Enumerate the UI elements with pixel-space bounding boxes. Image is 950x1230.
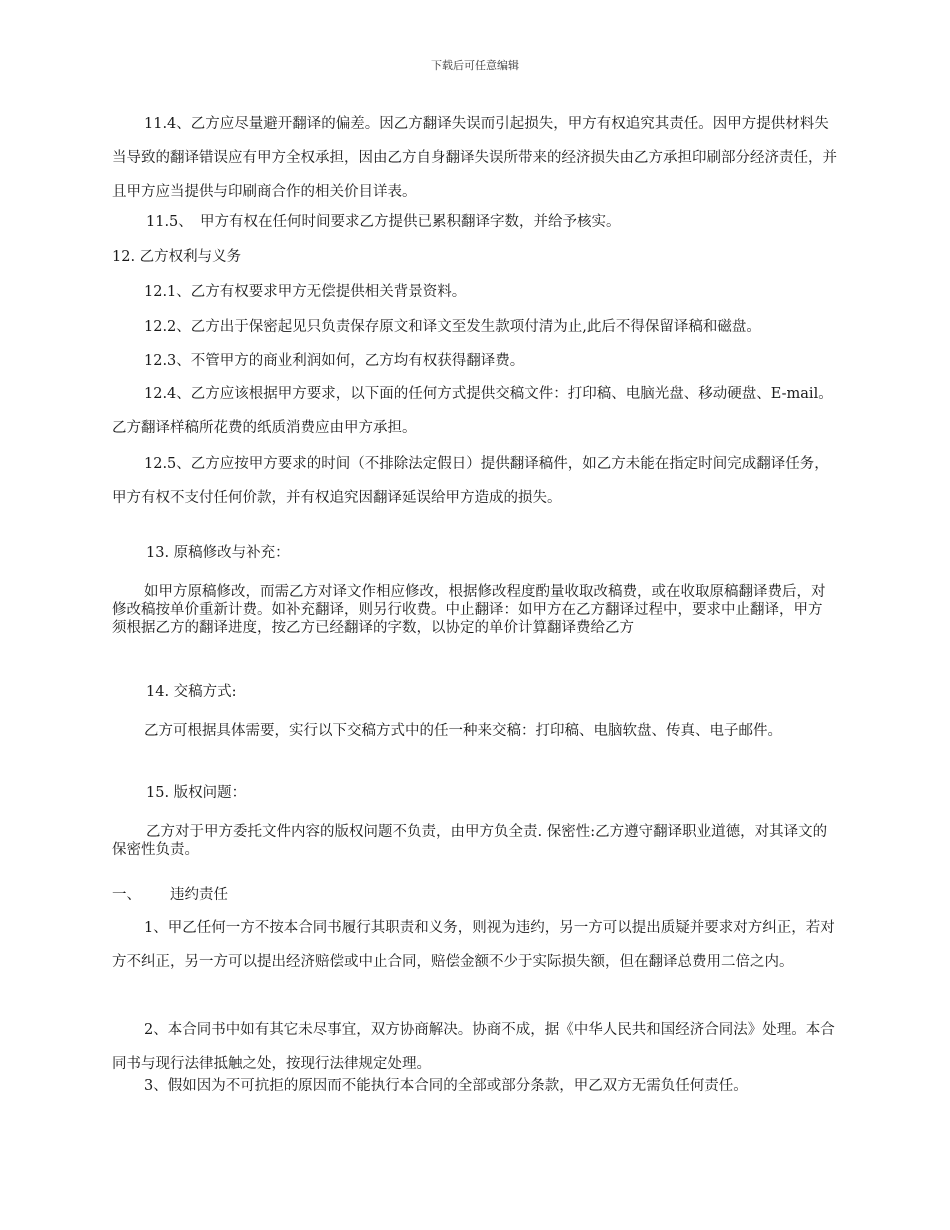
clause-13-body: 如甲方原稿修改，而需乙方对译文作相应修改，根据修改程度酌量收取改稿费，或在收取原稿翻译费后，对修改稿按单价重新计费。如补充翻译，则另行收费。中止翻译：如甲方在乙方翻译过程中，要求中止翻译，甲方须根据乙方的翻译进度，按乙方已经翻译的字数，以协定的单价计算翻译费给乙方 bbox=[112, 584, 826, 636]
breach-clause-3: 3、假如因为不可抗拒的原因而不能执行本合同的全部或部分条款，甲乙双方无需负任何责任。 bbox=[144, 1078, 748, 1094]
clause-11-4: 11.4、乙方应尽量避开翻译的偏差。因乙方翻译失误而引起损失，甲方有权追究其责任。因甲方提供材料失当导致的翻译错误应有甲方全权承担，因由乙方自身翻译失误所带来的经济损失由乙方承担印刷部分经济责任，并且甲方应当提供与印刷商合作的相关价目详表。 bbox=[112, 116, 837, 200]
clause-12-4: 12.4、乙方应该根据甲方要求，以下面的任何方式提供交稿文件：打印稿、电脑光盘、移动硬盘、E-mail。乙方翻译样稿所花费的纸质消费应由甲方承担。 bbox=[112, 386, 833, 436]
breach-clause-1: 1、甲乙任何一方不按本合同书履行其职责和义务，则视为违约，另一方可以提出质疑并要求对方纠正，若对方不纠正，另一方可以提出经济赔偿或中止合同，赔偿金额不少于实际损失额，但在翻译总费用二倍之内。 bbox=[112, 920, 835, 970]
heading-breach: 违约责任 bbox=[170, 887, 228, 903]
breach-clause-2: 2、本合同书中如有其它未尽事宜，双方协商解决。协商不成，据《中华人民共和国经济合同法》处理。本合同书与现行法律抵触之处，按现行法律规定处理。 bbox=[112, 1022, 835, 1072]
clause-12-3: 12.3、不管甲方的商业利润如何，乙方均有权获得翻译费。 bbox=[144, 353, 525, 369]
heading-13: 13. 原稿修改与补充： bbox=[146, 545, 290, 561]
heading-12: 12. 乙方权利与义务 bbox=[112, 249, 242, 265]
clause-11-5: 11.5、 甲方有权在任何时间要求乙方提供已累积翻译字数，并给予核实。 bbox=[146, 214, 621, 230]
heading-14: 14. 交稿方式: bbox=[146, 684, 237, 700]
clause-14-body: 乙方可根据具体需要，实行以下交稿方式中的任一种来交稿：打印稿、电脑软盘、传真、电子邮件。 bbox=[144, 723, 782, 739]
clause-12-5: 12.5、乙方应按甲方要求的时间（不排除法定假日）提供翻译稿件，如乙方未能在指定时间完成翻译任务，甲方有权不支付任何价款，并有权追究因翻译延误给甲方造成的损失。 bbox=[112, 456, 829, 506]
heading-breach-number: 一、 bbox=[112, 887, 141, 903]
heading-15: 15. 版权问题： bbox=[146, 785, 247, 801]
page-header: 下载后可任意编辑 bbox=[431, 59, 519, 72]
clause-12-2: 12.2、乙方出于保密起见只负责保存原文和译文至发生款项付清为止,此后不得保留译稿和磁盘。 bbox=[144, 319, 761, 335]
clause-12-1: 12.1、乙方有权要求甲方无偿提供相关背景资料。 bbox=[144, 284, 467, 300]
clause-15-body: 乙方对于甲方委托文件内容的版权问题不负责，由甲方负全责. 保密性:乙方遵守翻译职业道德，对其译文的保密性负责。 bbox=[112, 824, 828, 858]
